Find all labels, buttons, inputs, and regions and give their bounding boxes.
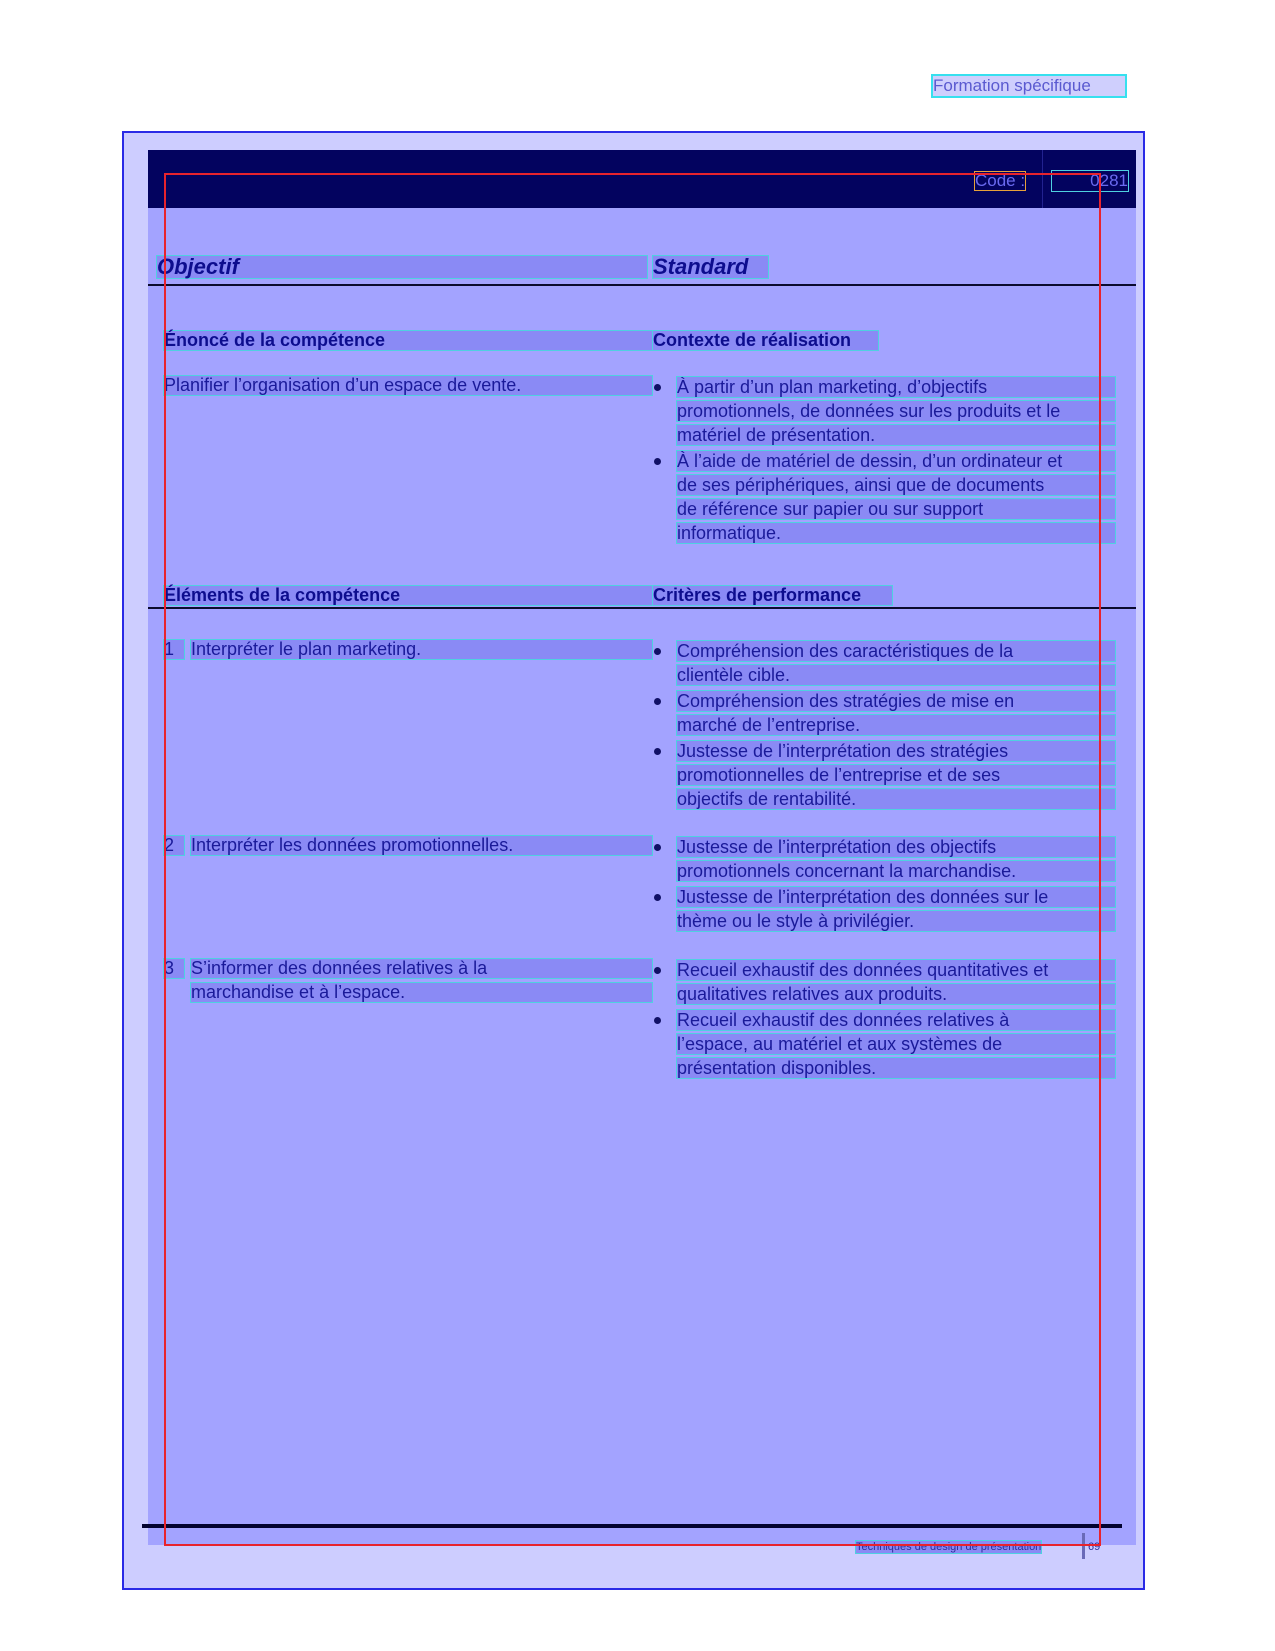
element-number: 1 xyxy=(164,640,184,659)
critere-item-line: clientèle cible. xyxy=(677,665,1115,685)
contexte-item-line: À partir d’un plan marketing, d’objectifs xyxy=(677,377,1115,397)
contexte-heading: Contexte de réalisation xyxy=(653,331,878,350)
footer-page-number: 69 xyxy=(1088,1541,1101,1553)
contexte-item-line: promotionnels, de données sur les produits et le xyxy=(677,401,1115,421)
objectif-rule xyxy=(148,284,1136,286)
element-text-line: S’informer des données relatives à la xyxy=(191,959,652,978)
contexte-item-bullet xyxy=(654,384,661,391)
critere-item-bullet xyxy=(654,844,661,851)
critere-item-bullet xyxy=(654,698,661,705)
criteres-heading: Critères de performance xyxy=(653,586,892,605)
element-number: 2 xyxy=(164,836,184,855)
element-number: 3 xyxy=(164,959,184,978)
code-divider xyxy=(1042,150,1043,208)
critere-item-line: Justesse de l’interprétation des données sur le xyxy=(677,887,1115,907)
contexte-item-bullet xyxy=(654,458,661,465)
critere-item-line: qualitatives relatives aux produits. xyxy=(677,984,1115,1004)
code-value: 0281 xyxy=(1052,171,1128,191)
elements-rule xyxy=(148,607,1136,609)
element-text-line: Interpréter le plan marketing. xyxy=(191,640,652,659)
critere-item-line: Compréhension des stratégies de mise en xyxy=(677,691,1115,711)
critere-item-bullet xyxy=(654,648,661,655)
enonce-text: Planifier l’organisation d’un espace de vente. xyxy=(164,376,652,395)
footer-title: Techniques de design de présentation xyxy=(856,1541,1042,1553)
contexte-item-line: matériel de présentation. xyxy=(677,425,1115,445)
critere-item-line: Recueil exhaustif des données quantitatives et xyxy=(677,960,1115,980)
critere-item-line: présentation disponibles. xyxy=(677,1058,1115,1078)
critere-item-line: Compréhension des caractéristiques de la xyxy=(677,641,1115,661)
contexte-item-line: informatique. xyxy=(677,523,1115,543)
footer-rule xyxy=(142,1524,1122,1528)
critere-item-line: promotionnels concernant la marchandise. xyxy=(677,861,1115,881)
critere-item-line: marché de l’entreprise. xyxy=(677,715,1115,735)
contexte-item-line: de référence sur papier ou sur support xyxy=(677,499,1115,519)
code-label: Code : xyxy=(975,171,1026,190)
program-label: Formation spécifique xyxy=(933,76,1125,96)
critere-item-line: Recueil exhaustif des données relatives à xyxy=(677,1010,1115,1030)
critere-item-bullet xyxy=(654,748,661,755)
critere-item-line: Justesse de l’interprétation des stratégies xyxy=(677,741,1115,761)
critere-item-line: promotionnelles de l’entreprise et de ses xyxy=(677,765,1115,785)
critere-item-line: l’espace, au matériel et aux systèmes de xyxy=(677,1034,1115,1054)
critere-item-line: objectifs de rentabilité. xyxy=(677,789,1115,809)
critere-item-bullet xyxy=(654,967,661,974)
critere-item-bullet xyxy=(654,1017,661,1024)
standard-title: Standard xyxy=(653,256,768,278)
footer-tick xyxy=(1082,1533,1085,1559)
critere-item-line: thème ou le style à privilégier. xyxy=(677,911,1115,931)
contexte-item-line: À l’aide de matériel de dessin, d’un ordinateur et xyxy=(677,451,1115,471)
critere-item-line: Justesse de l’interprétation des objectifs xyxy=(677,837,1115,857)
enonce-heading: Énoncé de la compétence xyxy=(164,331,652,350)
critere-item-bullet xyxy=(654,894,661,901)
objectif-title: Objectif xyxy=(157,256,647,278)
element-text-line: marchandise et à l’espace. xyxy=(191,983,652,1002)
contexte-item-line: de ses périphériques, ainsi que de documents xyxy=(677,475,1115,495)
elements-heading: Éléments de la compétence xyxy=(164,586,652,605)
element-text-line: Interpréter les données promotionnelles. xyxy=(191,836,652,855)
